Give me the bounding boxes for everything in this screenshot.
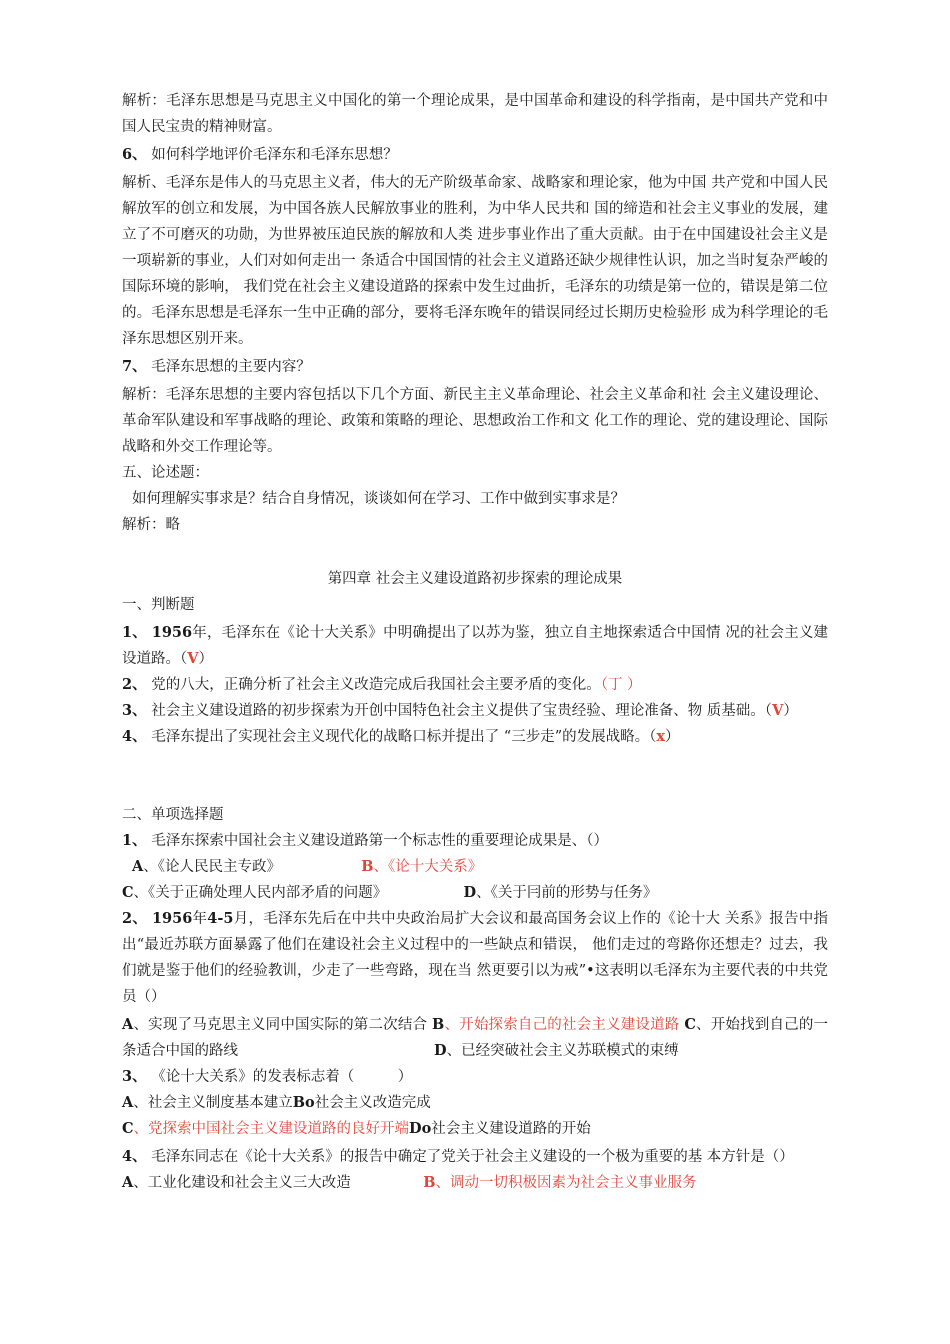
option-text: 、已经突破社会主义苏联模式的束缚 [446, 1043, 679, 1059]
option-text: 、《关于正确处理人民内部矛盾的问题》 [133, 885, 388, 901]
answer-mark: （丁 ） [600, 677, 642, 693]
chapter-title: 第四章 社会主义建设道路初步探索的理论成果 [327, 571, 623, 587]
bracket: ） [665, 729, 680, 745]
option-letter: A [122, 1016, 134, 1033]
option-letter: Do [409, 1120, 432, 1137]
option-letter: A [132, 858, 144, 875]
item-text: 社会主义建设道路的初步探索为开创中国特色社会主义提供了宝贵经验、理论准备、物 质基础。（ [151, 703, 773, 719]
option-text: 社会主义建设道路的开始 [431, 1121, 591, 1137]
judgement-item-4 [122, 724, 828, 750]
option-letter: C [684, 1016, 696, 1033]
option-text: 、《关于冃前的形势与任务》 [476, 885, 658, 901]
item-number: 3、 [122, 1068, 147, 1085]
option-letter: C [122, 884, 134, 901]
document-page [122, 88, 828, 1196]
choice-options-1-ab [122, 854, 828, 880]
answer-paragraph-7: 解析：毛泽东思想的主要内容包括以下几个方面、新民主主义革命理论、社会主义革命和社 会主义建设理论、革命军队建设和军事战略的理论、政策和策略的理论、思想政治工作和文 化工作的理论、党的建设理论、国际战略和外交工作理论等。 [122, 387, 828, 455]
question-text: 毛泽东思想的主要内容？ [151, 359, 311, 375]
question-text: 毛泽东同志在《论十大关系》的报告中确定了党关于社会主义建设的一个极为重要的基 本方针是（） [151, 1149, 794, 1165]
item-number: 1、 [122, 624, 147, 641]
answer-paragraph-5: 解析：毛泽东思想是马克思主义中国化的第一个理论成果，是中国革命和建设的科学指南，是中国共产党和中国人民宝贵的精神财富。 [122, 93, 828, 135]
option-letter-correct: B [361, 858, 374, 875]
choice-options-4-ab [122, 1170, 828, 1196]
option-text: 社会主义改造完成 [314, 1095, 431, 1111]
item-number: 2、 [122, 910, 148, 927]
bracket: ） [198, 651, 214, 667]
option-letter: A [122, 1094, 134, 1111]
judgement-item-3 [122, 698, 828, 724]
month-range: 4-5 [207, 910, 234, 927]
question-text: 月，毛泽东先后在中共中央政治局扩大会议和最高国务会议上作的《论十大 关系》报告中指出“最近苏联方面暴露了他们在建设社会主义过程中的一些缺点和错误， 他们走过的弯路你还想走？过去，我们就是鉴于他们的经验教训，少走了一些弯路，现在当 然更要引以为戒”•这表明以毛泽东为主要代表的中共党员（） [122, 911, 829, 1005]
choice-question-1 [122, 828, 828, 854]
option-text-correct: 、调动一切积极因素为社会主义事业服务 [435, 1175, 697, 1191]
option-text: 、《论人民民主专政》 [143, 859, 282, 875]
question-text: 如何科学地评价毛泽东和毛泽东思想？ [151, 147, 398, 163]
question-number: 6、 [122, 146, 147, 163]
question-number: 7、 [122, 358, 147, 375]
item-number: 4、 [122, 728, 147, 745]
question-7 [122, 354, 828, 380]
item-text: 年，毛泽东在《论十大关系》中明确提出了以苏为鉴，独立自主地探索适合中国情 况的社会主义建设道路。（ [122, 625, 829, 667]
option-text-correct: 、党探索中国社会主义建设道路的良好开端 [133, 1121, 410, 1137]
option-letter: A [122, 1174, 134, 1191]
option-text-correct: 、《论十大关系》 [373, 859, 483, 875]
option-text: 、开始找到自己的一条适合中国的路线 [122, 1017, 829, 1059]
item-text: 党的八大，正确分析了社会主义改造完成后我国社会主要矛盾的变化。 [151, 677, 601, 693]
item-number: 4、 [122, 1148, 147, 1165]
choice-options-2 [122, 1012, 828, 1064]
section-heading-judgement: 一、判断题 [122, 597, 195, 613]
essay-answer: 解析：略 [122, 517, 180, 533]
judgement-item-2 [122, 672, 828, 698]
year: 1956 [151, 624, 193, 641]
option-letter: D [434, 1042, 447, 1059]
question-6 [122, 142, 828, 168]
judgement-item-1 [122, 620, 828, 672]
choice-options-3-ab [122, 1090, 828, 1116]
option-letter: Bo [292, 1094, 315, 1111]
essay-question: 如何理解实事求是？结合自身情况，谈谈如何在学习、工作中做到实事求是？ [132, 491, 625, 507]
answer-paragraph-6: 解析、毛泽东是伟人的马克思主义者，伟大的无产阶级革命家、战略家和理论家，他为中国 共产党和中国人民解放军的创立和发展，为中国各族人民解放事业的胜利，为中华人民共和 国的缔造和社会主义事业的发展，建立了不可磨灭的功勋，为世界被压迫民族的解放和人类 进步事业作出了重大贡献。由于在中国建设社会主义是一项崭新的事业，人们对如何走出一 条适合中国国情的社会主义道路还缺少规律性认识，加之当时复杂严峻的国际环境的影响， 我们党在社会主义建设道路的探索中发生过曲折，毛泽东的功绩是第一位的，错误是第二位 的。毛泽东思想是毛泽东一生中正确的部分，要将毛泽东晚年的错误同经过长期历史检验形 成为科学理论的毛泽东思想区别开来。 [122, 175, 828, 347]
choice-question-2 [122, 906, 828, 1010]
choice-question-4 [122, 1144, 828, 1170]
question-text: 毛泽东探索中国社会主义建设道路第一个标志性的重要理论成果是、（） [151, 833, 608, 849]
option-text-correct: 、开始探索自己的社会主义建设道路 [444, 1017, 680, 1033]
section-heading-essay: 五、论述题： [122, 465, 209, 481]
choice-question-3 [122, 1064, 828, 1090]
year: 1956 [151, 910, 193, 927]
choice-options-3-cd [122, 1116, 828, 1142]
option-text: 、实现了马克思主义同中国实际的第二次结合 [133, 1017, 428, 1033]
option-text: 、社会主义制度基本建立 [133, 1095, 293, 1111]
question-text: 《论十大关系》的发表标志着（ ） [151, 1069, 413, 1085]
answer-mark: V [772, 702, 784, 719]
item-number: 2、 [122, 676, 147, 693]
option-letter: D [463, 884, 477, 901]
option-letter: C [122, 1120, 134, 1137]
section-heading-choice: 二、单项选择题 [122, 807, 224, 823]
item-text: 毛泽东提出了实现社会主义现代化的战略口标并提出了 “三步走”的发展战略。（ [151, 729, 657, 745]
answer-mark: x [656, 728, 666, 745]
item-number: 3、 [122, 702, 147, 719]
choice-options-1-cd [122, 880, 828, 906]
option-letter-correct: B [423, 1174, 436, 1191]
option-letter: B [432, 1016, 445, 1033]
bracket: ） [783, 703, 798, 719]
text: 年 [192, 911, 208, 927]
answer-mark: V [187, 650, 199, 667]
option-text: 、工业化建设和社会主义三大改造 [133, 1175, 351, 1191]
item-number: 1、 [122, 832, 147, 849]
